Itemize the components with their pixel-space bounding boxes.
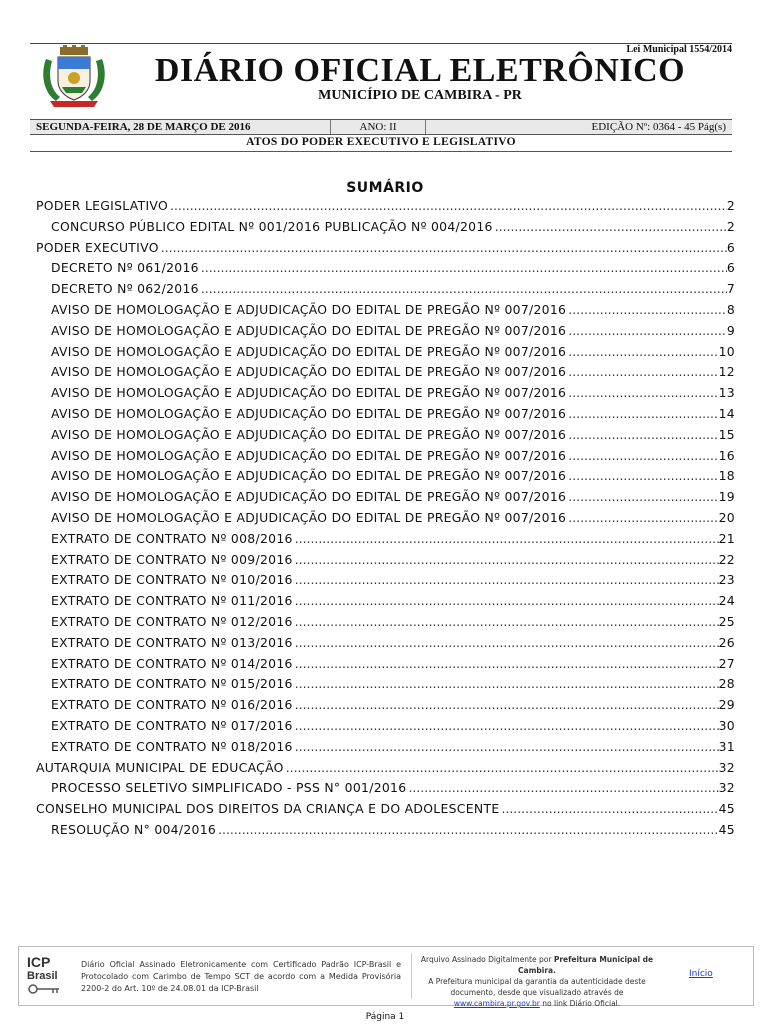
toc-entry-title: PROCESSO SELETIVO SIMPLIFICADO - PSS N° 001/2016 [51, 780, 407, 796]
toc-entry-page: 18 [718, 468, 735, 484]
toc-leader-dots [159, 240, 727, 255]
toc-entry-title: EXTRATO DE CONTRATO Nº 011/2016 [51, 593, 293, 609]
toc-entry[interactable] [36, 198, 735, 219]
toc-entry[interactable] [36, 281, 735, 302]
section-heading: ATOS DO PODER EXECUTIVO E LEGISLATIVO [246, 136, 516, 148]
signature-notice [417, 954, 657, 1009]
toc-entry-title: AVISO DE HOMOLOGAÇÃO E ADJUDICAÇÃO DO EDITAL DE PREGÃO Nº 007/2016 [51, 343, 567, 359]
toc-entry-page: 7 [726, 281, 735, 297]
toc-entry-page: 20 [718, 509, 735, 525]
toc-entry-title: AVISO DE HOMOLOGAÇÃO E ADJUDICAÇÃO DO EDITAL DE PREGÃO Nº 007/2016 [51, 364, 567, 380]
toc-entry-page: 10 [718, 343, 735, 359]
toc-entry[interactable] [36, 760, 735, 781]
law-reference: Lei Municipal 1554/2014 [626, 44, 732, 55]
toc-entry-page: 45 [718, 801, 735, 817]
toc-entry[interactable] [36, 468, 735, 489]
toc-leader-dots [566, 427, 718, 442]
toc-leader-dots [499, 801, 718, 816]
toc-leader-dots [293, 656, 719, 671]
toc-entry[interactable] [36, 780, 735, 801]
toc-leader-dots [293, 697, 719, 712]
toc-entry-title: PODER EXECUTIVO [36, 239, 159, 255]
signature-guarantee: A Prefeitura municipal da garantia da autenticidade deste documento, desde que visualizado através de [428, 977, 646, 997]
toc-entry-title: AVISO DE HOMOLOGAÇÃO E ADJUDICAÇÃO DO EDITAL DE PREGÃO Nº 007/2016 [51, 468, 567, 484]
toc-entry[interactable] [36, 697, 735, 718]
toc-leader-dots [566, 323, 727, 338]
page-title: DIÁRIO OFICIAL ELETRÔNICO [154, 52, 686, 89]
toc-leader-dots [293, 572, 719, 587]
toc-entry-title: DECRETO Nº 062/2016 [51, 281, 199, 297]
toc-entry-title: EXTRATO DE CONTRATO Nº 014/2016 [51, 655, 293, 671]
inicio-link[interactable]: Início [689, 969, 713, 979]
toc-entry-title: AVISO DE HOMOLOGAÇÃO E ADJUDICAÇÃO DO EDITAL DE PREGÃO Nº 007/2016 [51, 489, 567, 505]
toc-leader-dots [216, 822, 719, 837]
toc-entry-title: AVISO DE HOMOLOGAÇÃO E ADJUDICAÇÃO DO EDITAL DE PREGÃO Nº 007/2016 [51, 385, 567, 401]
toc-entry-title: EXTRATO DE CONTRATO Nº 009/2016 [51, 551, 293, 567]
toc-entry-title: EXTRATO DE CONTRATO Nº 016/2016 [51, 697, 293, 713]
toc-entry-title: EXTRATO DE CONTRATO Nº 012/2016 [51, 613, 293, 629]
toc-entry[interactable] [36, 385, 735, 406]
page-number: Página 1 [365, 1012, 405, 1022]
toc-entry-page: 28 [718, 676, 735, 692]
toc-entry-page: 6 [726, 239, 735, 255]
toc-leader-dots [566, 385, 718, 400]
toc-entry-page: 26 [718, 634, 735, 650]
section-rule [30, 151, 732, 152]
toc-entry-title: AVISO DE HOMOLOGAÇÃO E ADJUDICAÇÃO DO EDITAL DE PREGÃO Nº 007/2016 [51, 426, 567, 442]
toc-entry-page: 30 [718, 717, 735, 733]
toc-entry-title: DECRETO Nº 061/2016 [51, 260, 199, 276]
toc-entry-title: AVISO DE HOMOLOGAÇÃO E ADJUDICAÇÃO DO EDITAL DE PREGÃO Nº 007/2016 [51, 447, 567, 463]
toc-leader-dots [566, 448, 718, 463]
municipal-crest-icon [36, 45, 112, 109]
toc-entry[interactable] [36, 593, 735, 614]
table-of-contents [36, 198, 735, 843]
toc-leader-dots [566, 468, 718, 483]
toc-leader-dots [284, 760, 719, 775]
toc-entry-page: 31 [718, 738, 735, 754]
page-subtitle: MUNICÍPIO DE CAMBIRA - PR [318, 88, 522, 103]
footer-divider [411, 953, 412, 999]
toc-entry-page: 8 [726, 301, 735, 317]
toc-entry-page: 15 [718, 426, 735, 442]
svg-text:Brasil: Brasil [27, 970, 58, 982]
toc-entry-page: 13 [718, 385, 735, 401]
toc-entry-page: 25 [718, 613, 735, 629]
toc-entry[interactable] [36, 635, 735, 656]
toc-leader-dots [566, 364, 718, 379]
toc-entry-title: PODER LEGISLATIVO [36, 198, 169, 213]
toc-entry[interactable] [36, 323, 735, 344]
toc-entry[interactable] [36, 344, 735, 365]
toc-entry-page: 22 [718, 551, 735, 567]
toc-entry[interactable] [36, 302, 735, 323]
toc-entry-page: 29 [718, 697, 735, 713]
toc-entry[interactable] [36, 219, 735, 240]
toc-entry[interactable] [36, 427, 735, 448]
edition-date: SEGUNDA-FEIRA, 28 DE MARÇO DE 2016 [36, 121, 251, 133]
toc-leader-dots [566, 302, 727, 317]
toc-entry-title: AVISO DE HOMOLOGAÇÃO E ADJUDICAÇÃO DO EDITAL DE PREGÃO Nº 007/2016 [51, 322, 567, 338]
toc-entry[interactable] [36, 552, 735, 573]
toc-entry-page: 2 [726, 198, 735, 213]
toc-leader-dots [293, 739, 719, 754]
sumario-title: SUMÁRIO [346, 180, 424, 196]
toc-entry[interactable] [36, 406, 735, 427]
toc-entry-page: 24 [718, 593, 735, 609]
icp-certificate-text: Diário Oficial Assinado Eletronicamente com Certificado Padrão ICP-Brasil e Protocolado com Carimbo de Tempo SCT de acordo com a Medida Provisória 2200-2 do Art. 10º de 24.08.01 da ICP-Brasil [81, 960, 401, 993]
toc-entry-page: 2 [726, 218, 735, 234]
toc-entry-page: 9 [726, 322, 735, 338]
toc-entry-title: AVISO DE HOMOLOGAÇÃO E ADJUDICAÇÃO DO EDITAL DE PREGÃO Nº 007/2016 [51, 509, 567, 525]
edition-year: ANO: II [330, 120, 426, 134]
toc-entry-page: 6 [726, 260, 735, 276]
edition-bar [30, 119, 732, 135]
toc-entry-page: 16 [718, 447, 735, 463]
toc-entry-title: AUTARQUIA MUNICIPAL DE EDUCAÇÃO [36, 759, 284, 775]
toc-leader-dots [293, 718, 719, 733]
toc-leader-dots [199, 260, 727, 275]
toc-entry[interactable] [36, 572, 735, 593]
toc-leader-dots [199, 281, 727, 296]
toc-entry-title: EXTRATO DE CONTRATO Nº 018/2016 [51, 738, 293, 754]
toc-leader-dots [168, 198, 727, 213]
toc-entry-page: 19 [718, 489, 735, 505]
toc-entry-page: 32 [718, 759, 735, 775]
toc-entry[interactable] [36, 510, 735, 531]
toc-leader-dots [293, 676, 719, 691]
toc-entry-title: RESOLUÇÃO N° 004/2016 [51, 821, 217, 837]
signature-entity: Prefeitura Municipal de Cambira. [518, 955, 654, 975]
toc-entry[interactable] [36, 240, 735, 261]
toc-entry-page: 14 [718, 405, 735, 421]
toc-entry[interactable] [36, 656, 735, 677]
toc-entry[interactable] [36, 364, 735, 385]
toc-entry-title: AVISO DE HOMOLOGAÇÃO E ADJUDICAÇÃO DO EDITAL DE PREGÃO Nº 007/2016 [51, 405, 567, 421]
toc-leader-dots [293, 593, 719, 608]
toc-entry-title: EXTRATO DE CONTRATO Nº 017/2016 [51, 717, 293, 733]
cambira-website-link[interactable]: www.cambira.pr.gov.br [453, 999, 540, 1008]
toc-entry[interactable] [36, 614, 735, 635]
edition-number: EDIÇÃO Nº: 0364 - 45 Pág(s) [591, 121, 726, 133]
toc-leader-dots [293, 531, 719, 546]
toc-entry[interactable] [36, 531, 735, 552]
toc-leader-dots [566, 406, 718, 421]
toc-leader-dots [566, 344, 718, 359]
toc-leader-dots [566, 510, 718, 525]
svg-text:ICP: ICP [27, 954, 51, 970]
toc-leader-dots [293, 635, 719, 650]
toc-entry-title: EXTRATO DE CONTRATO Nº 013/2016 [51, 634, 293, 650]
toc-entry[interactable] [36, 489, 735, 510]
toc-entry[interactable] [36, 822, 735, 843]
signature-prefix: Arquivo Assinado Digitalmente por [420, 955, 554, 964]
toc-leader-dots [566, 489, 718, 504]
toc-entry-title: EXTRATO DE CONTRATO Nº 015/2016 [51, 676, 293, 692]
toc-entry[interactable] [36, 676, 735, 697]
toc-entry-page: 23 [718, 572, 735, 588]
toc-entry[interactable] [36, 260, 735, 281]
toc-entry-page: 27 [718, 655, 735, 671]
toc-leader-dots [493, 219, 727, 234]
signature-suffix: no link Diário Oficial. [539, 999, 621, 1008]
icp-brasil-logo-icon [25, 953, 67, 999]
footer-box [18, 946, 754, 1006]
toc-entry[interactable] [36, 718, 735, 739]
toc-entry-title: EXTRATO DE CONTRATO Nº 008/2016 [51, 530, 293, 546]
toc-entry-page: 12 [718, 364, 735, 380]
toc-entry-page: 32 [718, 780, 735, 796]
toc-leader-dots [293, 552, 719, 567]
toc-entry-title: EXTRATO DE CONTRATO Nº 010/2016 [51, 572, 293, 588]
toc-entry-title: CONCURSO PÚBLICO EDITAL Nº 001/2016 PUBLICAÇÃO Nº 004/2016 [51, 218, 493, 234]
toc-entry-title: CONSELHO MUNICIPAL DOS DIREITOS DA CRIANÇA E DO ADOLESCENTE [36, 801, 500, 817]
toc-entry[interactable] [36, 739, 735, 760]
toc-entry-title: AVISO DE HOMOLOGAÇÃO E ADJUDICAÇÃO DO EDITAL DE PREGÃO Nº 007/2016 [51, 301, 567, 317]
toc-entry[interactable] [36, 801, 735, 822]
toc-leader-dots [406, 780, 718, 795]
toc-entry-page: 21 [718, 530, 735, 546]
toc-entry[interactable] [36, 448, 735, 469]
toc-entry-page: 45 [718, 821, 735, 837]
toc-leader-dots [293, 614, 719, 629]
